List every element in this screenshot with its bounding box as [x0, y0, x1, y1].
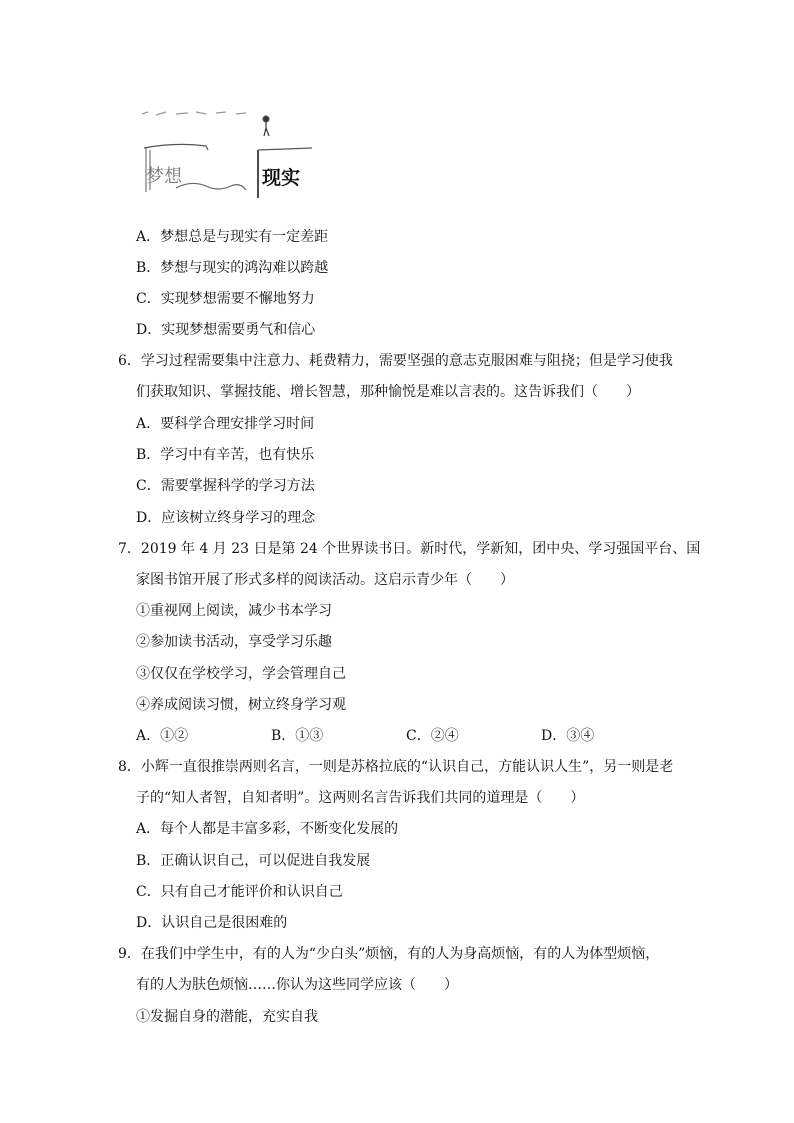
q5-option-a: A．梦想总是与现实有一定差距 — [136, 229, 329, 245]
q7-option-d: D．③④ — [541, 728, 595, 744]
q7-item-3: ③仅仅在学校学习，学会管理自己 — [136, 666, 346, 682]
q8-option-a: A．每个人都是丰富多彩，不断变化发展的 — [136, 821, 399, 837]
q8-stem-line1: 8．小辉一直很推崇两则名言，一则是苏格拉底的“认识自己，方能认识人生”，另一则是老 — [118, 759, 674, 775]
q8-option-b: B．正确认识自己，可以促进自我发展 — [136, 853, 371, 869]
illustration-label-reality: 现实 — [262, 167, 301, 189]
q6-option-b: B．学习中有辛苦，也有快乐 — [136, 447, 315, 463]
q9-item-1: ①发掘自身的潜能，充实自我 — [136, 1009, 318, 1025]
q8-stem-line2: 子的“知人者智，自知者明”。这两则名言告诉我们共同的道理是（ ） — [136, 790, 585, 806]
illustration-label-dream: 梦想 — [146, 166, 182, 187]
q8-option-d: D．认识自己是很困难的 — [136, 915, 288, 931]
q6-stem-line2: 们获取知识、掌握技能、增长智慧，那种愉悦是难以言表的。这告诉我们（ ） — [136, 384, 640, 400]
q7-option-a: A．①② — [136, 728, 189, 744]
q5-option-d: D．实现梦想需要勇气和信心 — [136, 322, 316, 338]
q7-item-2: ②参加读书活动，享受学习乐趣 — [136, 634, 332, 650]
q5-option-c: C．实现梦想需要不懈地努力 — [136, 291, 315, 307]
q8-option-c: C．只有自己才能评价和认识自己 — [136, 884, 343, 900]
q5-option-b: B．梦想与现实的鸿沟难以跨越 — [136, 260, 329, 276]
q7-option-c: C．②④ — [406, 728, 459, 744]
q7-stem-line2: 家图书馆开展了形式多样的阅读活动。这启示青少年（ ） — [136, 572, 514, 588]
q7-option-b: B．①③ — [271, 728, 324, 744]
q7-item-1: ①重视网上阅读，减少书本学习 — [136, 603, 332, 619]
q7-stem-line1: 7．2019 年 4 月 23 日是第 24 个世界读书日。新时代，学新知，团中央、学习强国平台、国 — [118, 541, 701, 557]
q9-stem-line1: 9．在我们中学生中，有的人为“少白头”烦恼，有的人为身高烦恼，有的人为体型烦恼， — [118, 946, 660, 962]
q6-option-d: D．应该树立终身学习的理念 — [136, 510, 316, 526]
dream-reality-illustration — [136, 100, 326, 200]
q6-option-a: A．要科学合理安排学习时间 — [136, 416, 315, 432]
q6-stem-line1: 6．学习过程需要集中注意力、耗费精力，需要坚强的意志克服困难与阻挠；但是学习使我 — [118, 353, 673, 369]
q7-options-row — [136, 726, 676, 746]
q6-option-c: C．需要掌握科学的学习方法 — [136, 478, 315, 494]
q7-item-4: ④养成阅读习惯，树立终身学习观 — [136, 697, 346, 713]
q9-stem-line2: 有的人为肤色烦恼……你认为这些同学应该（ ） — [136, 977, 458, 993]
